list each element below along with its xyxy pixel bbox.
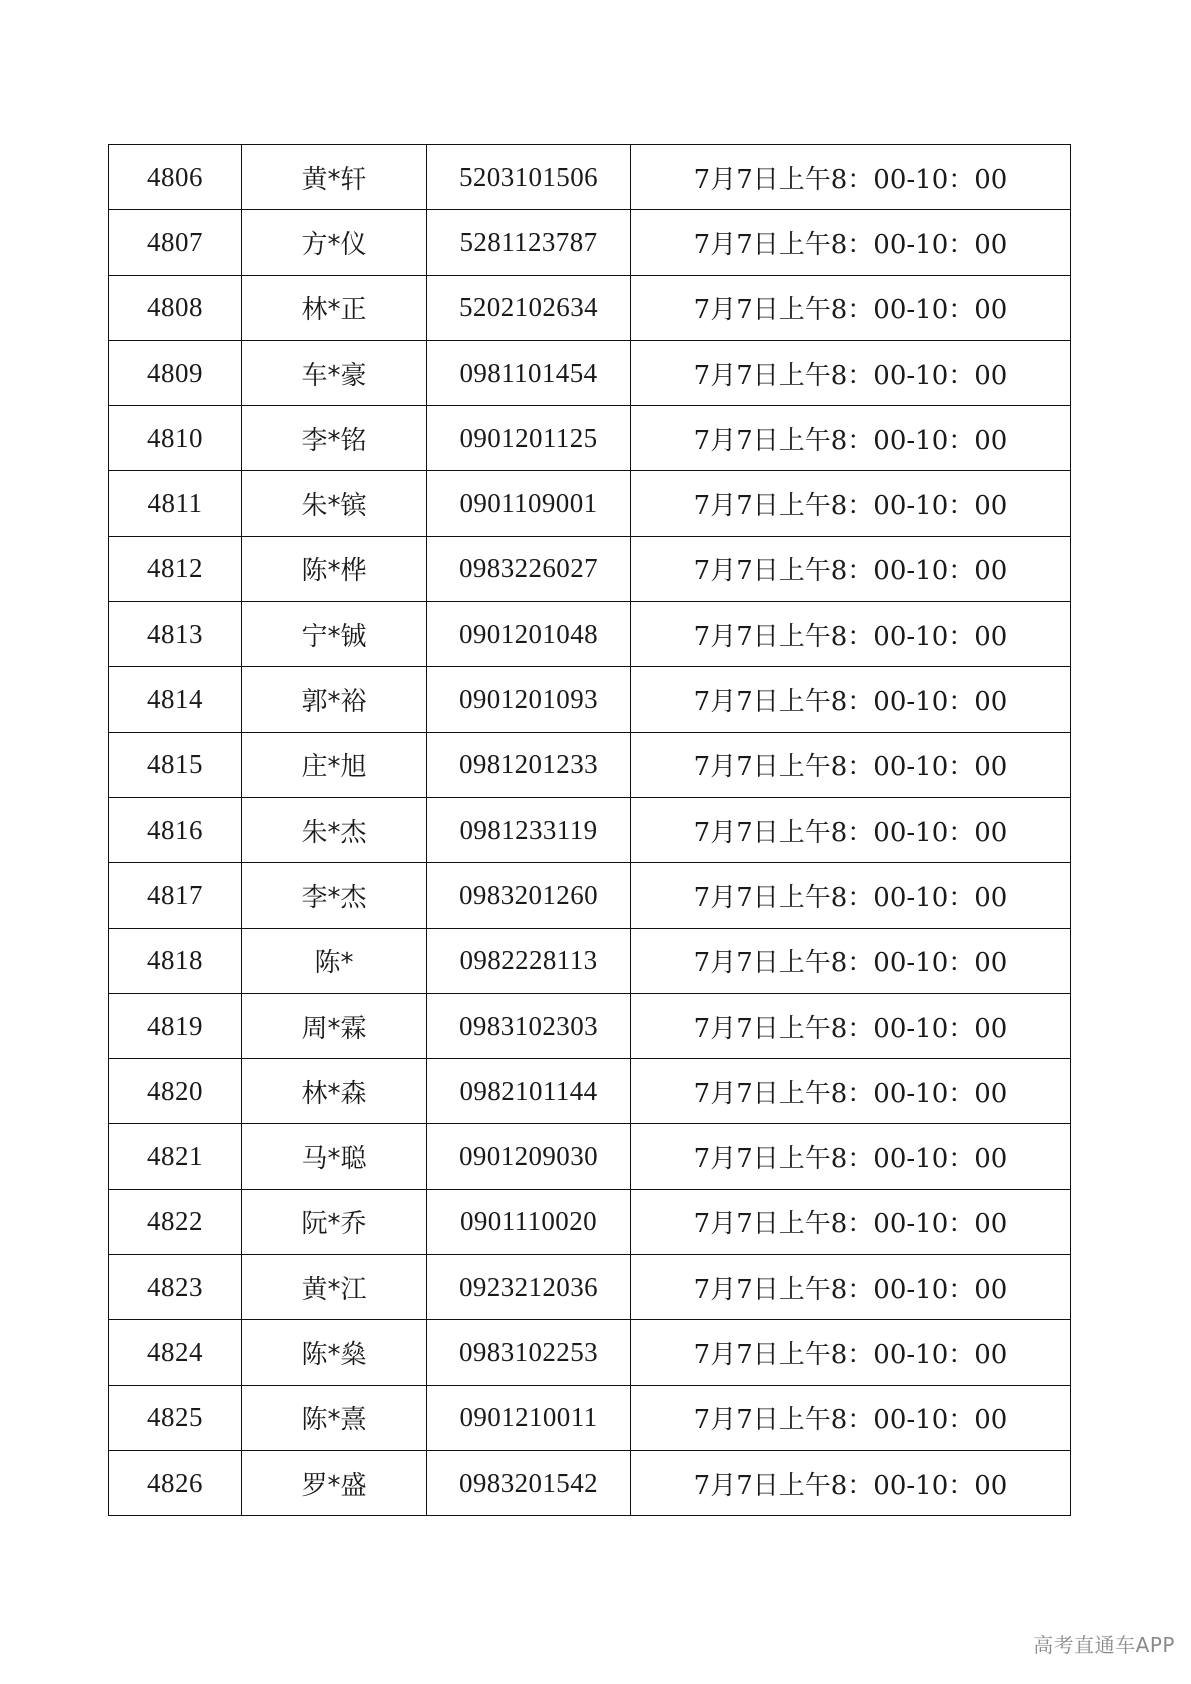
name-cell: 郭*裕 xyxy=(242,667,427,732)
exam-time-cell: 7月7日上午8：00-10：00 xyxy=(631,1450,1071,1515)
exam-number-cell: 0901209030 xyxy=(427,1124,631,1189)
name-cell: 陈*熹 xyxy=(242,1385,427,1450)
exam-time-cell: 7月7日上午8：00-10：00 xyxy=(631,145,1071,210)
exam-schedule-body xyxy=(109,145,1071,1516)
table-row xyxy=(109,863,1071,928)
exam-number-cell: 5203101506 xyxy=(427,145,631,210)
exam-time-cell: 7月7日上午8：00-10：00 xyxy=(631,406,1071,471)
exam-number-cell: 0981201233 xyxy=(427,732,631,797)
exam-number-cell: 0982228113 xyxy=(427,928,631,993)
exam-time-cell: 7月7日上午8：00-10：00 xyxy=(631,863,1071,928)
exam-time-cell: 7月7日上午8：00-10：00 xyxy=(631,993,1071,1058)
table-row xyxy=(109,275,1071,340)
seq-cell: 4824 xyxy=(109,1320,242,1385)
table-row xyxy=(109,1189,1071,1254)
seq-cell: 4818 xyxy=(109,928,242,993)
exam-number-cell: 0981233119 xyxy=(427,797,631,862)
exam-number-cell: 5202102634 xyxy=(427,275,631,340)
seq-cell: 4811 xyxy=(109,471,242,536)
seq-cell: 4815 xyxy=(109,732,242,797)
name-cell: 马*聪 xyxy=(242,1124,427,1189)
exam-number-cell: 0983201542 xyxy=(427,1450,631,1515)
exam-time-cell: 7月7日上午8：00-10：00 xyxy=(631,471,1071,536)
seq-cell: 4806 xyxy=(109,145,242,210)
exam-number-cell: 0983102303 xyxy=(427,993,631,1058)
name-cell: 李*杰 xyxy=(242,863,427,928)
watermark-text: 高考直通车APP xyxy=(1033,1633,1175,1657)
exam-number-cell: 0901201093 xyxy=(427,667,631,732)
table-row xyxy=(109,536,1071,601)
table-row xyxy=(109,1320,1071,1385)
seq-cell: 4808 xyxy=(109,275,242,340)
seq-cell: 4826 xyxy=(109,1450,242,1515)
name-cell: 阮*乔 xyxy=(242,1189,427,1254)
exam-number-cell: 0901201048 xyxy=(427,602,631,667)
name-cell: 陈*燊 xyxy=(242,1320,427,1385)
table-row xyxy=(109,340,1071,405)
name-cell: 罗*盛 xyxy=(242,1450,427,1515)
exam-time-cell: 7月7日上午8：00-10：00 xyxy=(631,602,1071,667)
seq-cell: 4812 xyxy=(109,536,242,601)
exam-time-cell: 7月7日上午8：00-10：00 xyxy=(631,1124,1071,1189)
name-cell: 方*仪 xyxy=(242,210,427,275)
table-row xyxy=(109,993,1071,1058)
table-row xyxy=(109,928,1071,993)
table-row xyxy=(109,1255,1071,1320)
exam-time-cell: 7月7日上午8：00-10：00 xyxy=(631,1385,1071,1450)
seq-cell: 4810 xyxy=(109,406,242,471)
seq-cell: 4820 xyxy=(109,1059,242,1124)
exam-time-cell: 7月7日上午8：00-10：00 xyxy=(631,732,1071,797)
table-row xyxy=(109,471,1071,536)
table-row xyxy=(109,1059,1071,1124)
name-cell: 宁*铖 xyxy=(242,602,427,667)
exam-schedule-table xyxy=(108,144,1071,1516)
exam-time-cell: 7月7日上午8：00-10：00 xyxy=(631,275,1071,340)
seq-cell: 4816 xyxy=(109,797,242,862)
table-row xyxy=(109,602,1071,667)
name-cell: 陈* xyxy=(242,928,427,993)
table-row xyxy=(109,797,1071,862)
name-cell: 黄*江 xyxy=(242,1255,427,1320)
name-cell: 林*正 xyxy=(242,275,427,340)
name-cell: 朱*镔 xyxy=(242,471,427,536)
exam-number-cell: 0981101454 xyxy=(427,340,631,405)
exam-time-cell: 7月7日上午8：00-10：00 xyxy=(631,536,1071,601)
seq-cell: 4809 xyxy=(109,340,242,405)
seq-cell: 4813 xyxy=(109,602,242,667)
exam-number-cell: 0901201125 xyxy=(427,406,631,471)
exam-time-cell: 7月7日上午8：00-10：00 xyxy=(631,1255,1071,1320)
exam-number-cell: 0983201260 xyxy=(427,863,631,928)
seq-cell: 4825 xyxy=(109,1385,242,1450)
table-row xyxy=(109,1385,1071,1450)
exam-time-cell: 7月7日上午8：00-10：00 xyxy=(631,667,1071,732)
name-cell: 林*森 xyxy=(242,1059,427,1124)
name-cell: 陈*桦 xyxy=(242,536,427,601)
exam-time-cell: 7月7日上午8：00-10：00 xyxy=(631,1059,1071,1124)
seq-cell: 4821 xyxy=(109,1124,242,1189)
table-row xyxy=(109,210,1071,275)
table-row xyxy=(109,667,1071,732)
name-cell: 李*铭 xyxy=(242,406,427,471)
exam-time-cell: 7月7日上午8：00-10：00 xyxy=(631,340,1071,405)
exam-number-cell: 0901109001 xyxy=(427,471,631,536)
name-cell: 黄*轩 xyxy=(242,145,427,210)
exam-number-cell: 0901110020 xyxy=(427,1189,631,1254)
table-row xyxy=(109,1124,1071,1189)
table-row xyxy=(109,145,1071,210)
exam-number-cell: 0982101144 xyxy=(427,1059,631,1124)
exam-number-cell: 5281123787 xyxy=(427,210,631,275)
seq-cell: 4823 xyxy=(109,1255,242,1320)
exam-number-cell: 0983226027 xyxy=(427,536,631,601)
seq-cell: 4814 xyxy=(109,667,242,732)
table-row xyxy=(109,406,1071,471)
exam-time-cell: 7月7日上午8：00-10：00 xyxy=(631,1320,1071,1385)
name-cell: 周*霖 xyxy=(242,993,427,1058)
seq-cell: 4807 xyxy=(109,210,242,275)
name-cell: 车*豪 xyxy=(242,340,427,405)
name-cell: 朱*杰 xyxy=(242,797,427,862)
exam-time-cell: 7月7日上午8：00-10：00 xyxy=(631,797,1071,862)
exam-time-cell: 7月7日上午8：00-10：00 xyxy=(631,1189,1071,1254)
seq-cell: 4817 xyxy=(109,863,242,928)
exam-number-cell: 0923212036 xyxy=(427,1255,631,1320)
exam-number-cell: 0901210011 xyxy=(427,1385,631,1450)
seq-cell: 4822 xyxy=(109,1189,242,1254)
seq-cell: 4819 xyxy=(109,993,242,1058)
table-row xyxy=(109,732,1071,797)
exam-time-cell: 7月7日上午8：00-10：00 xyxy=(631,210,1071,275)
name-cell: 庄*旭 xyxy=(242,732,427,797)
table-row xyxy=(109,1450,1071,1515)
exam-number-cell: 0983102253 xyxy=(427,1320,631,1385)
exam-time-cell: 7月7日上午8：00-10：00 xyxy=(631,928,1071,993)
